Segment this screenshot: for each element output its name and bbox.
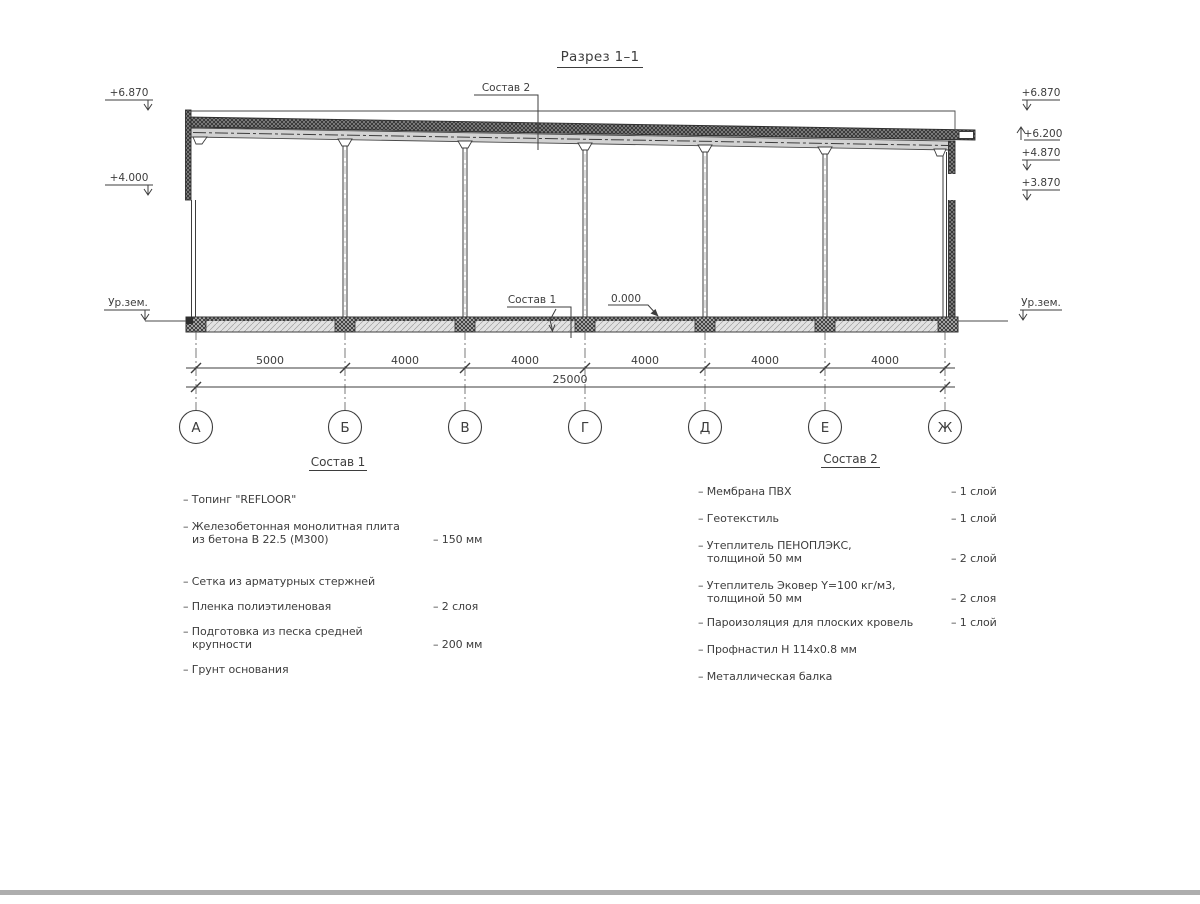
column (338, 139, 352, 317)
level-label: 0.000 (610, 293, 642, 305)
callouts (474, 82, 659, 338)
legend-item (698, 540, 1003, 565)
legend-item (698, 513, 1003, 526)
elevation-label: +6.200 (1023, 128, 1063, 140)
left-wall (186, 110, 208, 317)
legend-composition-1 (183, 450, 493, 690)
item-text: – Топинг "REFLOOR" (183, 493, 297, 506)
column (578, 143, 592, 317)
right-wall-gap (948, 174, 957, 200)
axis-bubble (180, 411, 213, 444)
axis-bubble (929, 411, 962, 444)
axis-bubble (809, 411, 842, 444)
item-value: – 1 слой (951, 616, 997, 629)
elevation-mark (105, 87, 153, 110)
legend-item (183, 664, 493, 677)
item-text: – Профнастил Н 114х0.8 мм (698, 643, 857, 656)
legend-heading: Состав 1 (310, 455, 366, 469)
elevation-label: +4.870 (1021, 147, 1061, 159)
axis-lines (196, 330, 945, 410)
item-value: – 150 мм (433, 532, 483, 546)
callout-label: Состав 1 (507, 294, 557, 306)
item-text-line2: из бетона В 22.5 (М300) (192, 532, 329, 546)
interior-columns (338, 139, 832, 317)
item-text: – Сетка из арматурных стержней (183, 575, 375, 588)
legend-item (698, 486, 1003, 499)
elevation-mark (1022, 177, 1061, 200)
ground-label: Ур.зем. (108, 297, 148, 309)
legend-item (183, 521, 493, 546)
right-elevation-marks (1017, 87, 1062, 320)
item-text: – Мембрана ПВХ (698, 485, 792, 498)
dimension-row-spans (186, 354, 955, 373)
item-text-line2: толщиной 50 мм (707, 591, 802, 605)
legend-item (183, 601, 493, 614)
elevation-mark (105, 172, 153, 195)
item-text: – Утеплитель ПЕНОПЛЭКС, (698, 539, 852, 552)
item-text: – Пленка полиэтиленовая (183, 600, 332, 613)
dimension-label: 5000 (256, 354, 284, 367)
legend-composition-2 (698, 447, 1003, 687)
sheet-bottom-border (0, 890, 1200, 895)
item-text: – Железобетонная монолитная плита (183, 520, 400, 533)
elevation-label: +4.000 (109, 172, 149, 184)
right-wall (934, 141, 956, 322)
item-value: – 1 слой (951, 512, 997, 525)
item-text: – Пароизоляция для плоских кровель (698, 616, 914, 629)
dimension-row-total (186, 373, 955, 392)
legend-item (183, 576, 493, 589)
dimension-label: 4000 (631, 354, 659, 367)
legend-item (183, 626, 493, 651)
item-text: – Утеплитель Эковер Y=100 кг/м3, (698, 579, 896, 592)
axis-letter: Г (580, 420, 590, 436)
axis-letter: Д (699, 420, 711, 436)
axis-bubble (449, 411, 482, 444)
item-value: – 1 слой (951, 485, 997, 498)
section-title: Разрез 1–1 (557, 49, 644, 68)
axis-letter: А (191, 420, 201, 436)
item-text: – Грунт основания (183, 663, 289, 676)
item-text-line2: крупности (192, 637, 252, 651)
ground-level-mark (104, 297, 150, 320)
legend-item (698, 644, 1003, 657)
left-column-capital (193, 137, 207, 144)
axis-bubble (689, 411, 722, 444)
elevation-label: +6.870 (109, 87, 149, 99)
dimension-label: 4000 (871, 354, 899, 367)
axis-letter: В (460, 420, 470, 436)
legend-item (698, 580, 1003, 605)
dimension-label: 4000 (391, 354, 419, 367)
ground-label: Ур.зем. (1021, 297, 1061, 309)
item-text: – Подготовка из песка средней (183, 625, 363, 638)
dimension-label: 4000 (751, 354, 779, 367)
item-text: – Металлическая балка (698, 670, 833, 683)
legend-item (698, 617, 1003, 630)
dimension-block (180, 330, 962, 444)
floor-level-mark (608, 293, 659, 317)
elevation-label: +3.870 (1021, 177, 1061, 189)
page-title (0, 46, 1200, 68)
item-value: – 200 мм (433, 637, 483, 651)
item-value: – 2 слоя (433, 600, 479, 613)
axis-bubble (329, 411, 362, 444)
total-dimension-label: 25000 (552, 373, 588, 386)
elevation-mark (1017, 127, 1062, 140)
item-text: – Геотекстиль (698, 512, 779, 525)
legend-item (183, 494, 493, 507)
item-text-line2: толщиной 50 мм (707, 551, 802, 565)
column (458, 141, 472, 317)
roof-edge-cap (959, 132, 974, 139)
elevation-label: +6.870 (1021, 87, 1061, 99)
elevation-mark (1022, 147, 1061, 170)
column (698, 145, 712, 317)
legend-heading: Состав 2 (823, 452, 878, 466)
dimension-label: 4000 (511, 354, 539, 367)
building-section (145, 110, 1008, 332)
item-value: – 2 слоя (951, 591, 997, 605)
left-elevation-marks (104, 87, 153, 320)
callout-label: Состав 2 (481, 82, 531, 94)
item-value: – 2 слой (951, 551, 997, 565)
legend-item (698, 671, 1003, 684)
right-column-capital (934, 149, 946, 156)
axis-letter: Б (340, 420, 350, 436)
axis-letter: Ж (937, 420, 953, 436)
axis-bubbles (180, 411, 962, 444)
ground-level-mark (1019, 297, 1062, 320)
column (818, 147, 832, 317)
axis-letter: Е (820, 420, 830, 436)
floor-slab (186, 317, 958, 332)
elevation-mark (1022, 87, 1061, 110)
axis-bubble (569, 411, 602, 444)
